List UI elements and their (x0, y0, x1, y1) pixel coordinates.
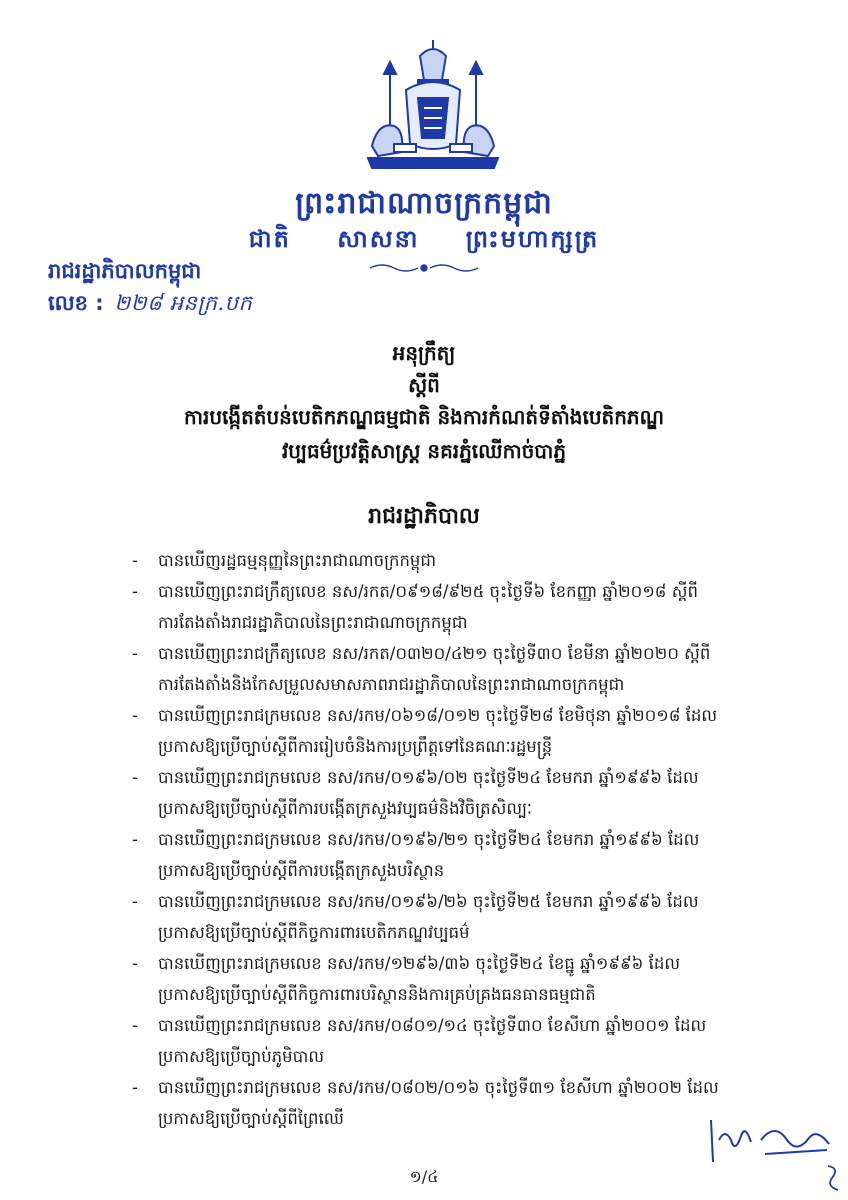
visa-line2: ប្រកាសឱ្យប្រើច្បាប់ស្ដីពីកិច្ចការពារបរិស្ថាននិងការគ្រប់គ្រងធនធានធម្មជាតិ (158, 985, 596, 1004)
divider-ornament-icon (368, 262, 480, 274)
motto-religion: សាសនា (337, 225, 420, 253)
visa-item (132, 1072, 792, 1134)
document-number (48, 290, 252, 321)
decree-type: អនុក្រឹត្យ (392, 341, 456, 365)
decree-about: ស្ដីពី (408, 373, 440, 397)
visa-line2: ប្រកាសឱ្យប្រើច្បាប់ស្ដីពីព្រៃឈើ (158, 1109, 344, 1128)
list-bullet: - (132, 768, 138, 787)
visa-line1: បានឃើញព្រះរាជក្រមលេខ នស/រកម/០១៩៦/០២ ចុះថ្ងៃទី២៤ ខែមករា ឆ្នាំ១៩៩៦ ដែល (158, 768, 699, 787)
visa-item (132, 576, 792, 638)
document-number-value: ២២៨ អនក្រ.បក (114, 291, 253, 315)
visa-line2: ប្រកាសឱ្យប្រើច្បាប់ស្ដីពីការរៀបចំនិងការប្រព្រឹត្តទៅនៃគណៈរដ្ឋមន្ត្រី (158, 737, 553, 756)
visa-item (132, 762, 792, 824)
visa-item (132, 948, 792, 1010)
visa-line1: បានឃើញព្រះរាជក្រមលេខ នស/រកម/០៨០២/០១៦ ចុះថ្ងៃទី៣១ ខែសីហា ឆ្នាំ២០០២ ដែល (158, 1078, 719, 1097)
list-bullet: - (132, 954, 138, 973)
visa-line1: បានឃើញព្រះរាជក្រឹត្យលេខ នស/រកត/០៩១៨/៩២៥ ចុះថ្ងៃទី៦ ខែកញ្ញា ឆ្នាំ២០១៨ ស្ដីពី (158, 582, 698, 601)
visa-line1: បានឃើញព្រះរាជក្រមលេខ នស/រកម/០៨០១/១៤ ចុះថ្ងៃទី៣០ ខែសីហា ឆ្នាំ២០០១ ដែល (158, 1016, 707, 1035)
visa-line1: បានឃើញរដ្ឋធម្មនុញ្ញនៃព្រះរាជាណាចក្រកម្ពុជា (158, 551, 437, 570)
document-number-label: លេខ : (48, 291, 104, 315)
motto-nation: ជាតិ (248, 225, 291, 253)
list-bullet: - (132, 1016, 138, 1035)
national-motto (0, 224, 848, 259)
visa-item (132, 638, 792, 700)
visa-line1: បានឃើញព្រះរាជក្រមលេខ នស/រកម/១២៩៦/៣៦ ចុះថ្ងៃទី២៤ ខែធ្នូ ឆ្នាំ១៩៩៦ ដែល (158, 954, 681, 973)
visa-line1: បានឃើញព្រះរាជក្រមលេខ នស/រកម/០១៩៦/២៦ ចុះថ្ងៃទី២៥ ខែមករា ឆ្នាំ១៩៩៦ ដែល (158, 892, 699, 911)
visa-line1: បានឃើញព្រះរាជក្រមលេខ នស/រកម/០១៩៦/២១ ចុះថ្ងៃទី២៤ ខែមករា ឆ្នាំ១៩៩៦ ដែល (158, 830, 700, 849)
visa-line2: ការតែងតាំងរាជរដ្ឋាភិបាលនៃព្រះរាជាណាចក្រកម្ពុជា (158, 613, 468, 632)
visa-line1: បានឃើញព្រះរាជក្រមលេខ នស/រកម/០៦១៨/០១២ ចុះថ្ងៃទី២៨ ខែមិថុនា ឆ្នាំ២០១៨ ដែល (158, 706, 718, 725)
list-bullet: - (132, 830, 138, 849)
issuing-authority: រាជរដ្ឋាភិបាល (368, 504, 480, 529)
visa-item (132, 886, 792, 948)
issuer-name: រាជរដ្ឋាភិបាលកម្ពុជា (48, 259, 202, 283)
list-bullet: - (132, 644, 138, 663)
visa-line2: ប្រកាសឱ្យប្រើច្បាប់ស្ដីពីការបង្កើតក្រសួងវប្បធម៌និងវិចិត្រសិល្បៈ (158, 799, 533, 818)
visa-line1: បានឃើញព្រះរាជក្រឹត្យលេខ នស/រកត/០៣២០/៤២១ ចុះថ្ងៃទី៣០ ខែមីនា ឆ្នាំ២០២០ ស្ដីពី (158, 644, 711, 663)
visa-item (132, 1010, 792, 1072)
list-bullet: - (132, 551, 138, 570)
list-bullet: - (132, 892, 138, 911)
signature-icon (705, 1110, 835, 1170)
decree-subject-line1: ការបង្កើតតំបន់បេតិកភណ្ឌធម្មជាតិ និងការកំណត់ទីតាំងបេតិកភណ្ឌ (183, 405, 665, 429)
page-number: ១/៤ (409, 1167, 439, 1186)
visa-item (132, 824, 792, 886)
visa-item (132, 700, 792, 762)
list-bullet: - (132, 582, 138, 601)
visa-item (132, 545, 792, 576)
decree-subject-line2: វប្បធម៌ប្រវត្តិសាស្ត្រ នគរភ្នំឈើកាច់បាភ្នំ (281, 439, 567, 463)
visa-line2: ប្រកាសឱ្យប្រើច្បាប់ស្ដីពីកិច្ចការពារបេតិកភណ្ឌវប្បធម៌ (158, 923, 470, 942)
list-bullet: - (132, 1078, 138, 1097)
visa-line2: ការតែងតាំងនិងកែសម្រួលសមាសភាពរាជរដ្ឋាភិបាលនៃព្រះរាជាណាចក្រកម្ពុជា (158, 675, 625, 694)
motto-king: ព្រះមហាក្សត្រ (465, 225, 600, 253)
visa-list (132, 545, 792, 1134)
visa-line2: ប្រកាសឱ្យប្រើច្បាប់ភូមិបាល (158, 1047, 325, 1066)
kingdom-name: ព្រះរាជាណាចក្រកម្ពុជា (295, 186, 553, 221)
royal-coat-of-arms-icon (358, 34, 508, 184)
visa-line2: ប្រកាសឱ្យប្រើច្បាប់ស្ដីពីការបង្កើតក្រសួងបរិស្ថាន (158, 861, 445, 880)
list-bullet: - (132, 706, 138, 725)
